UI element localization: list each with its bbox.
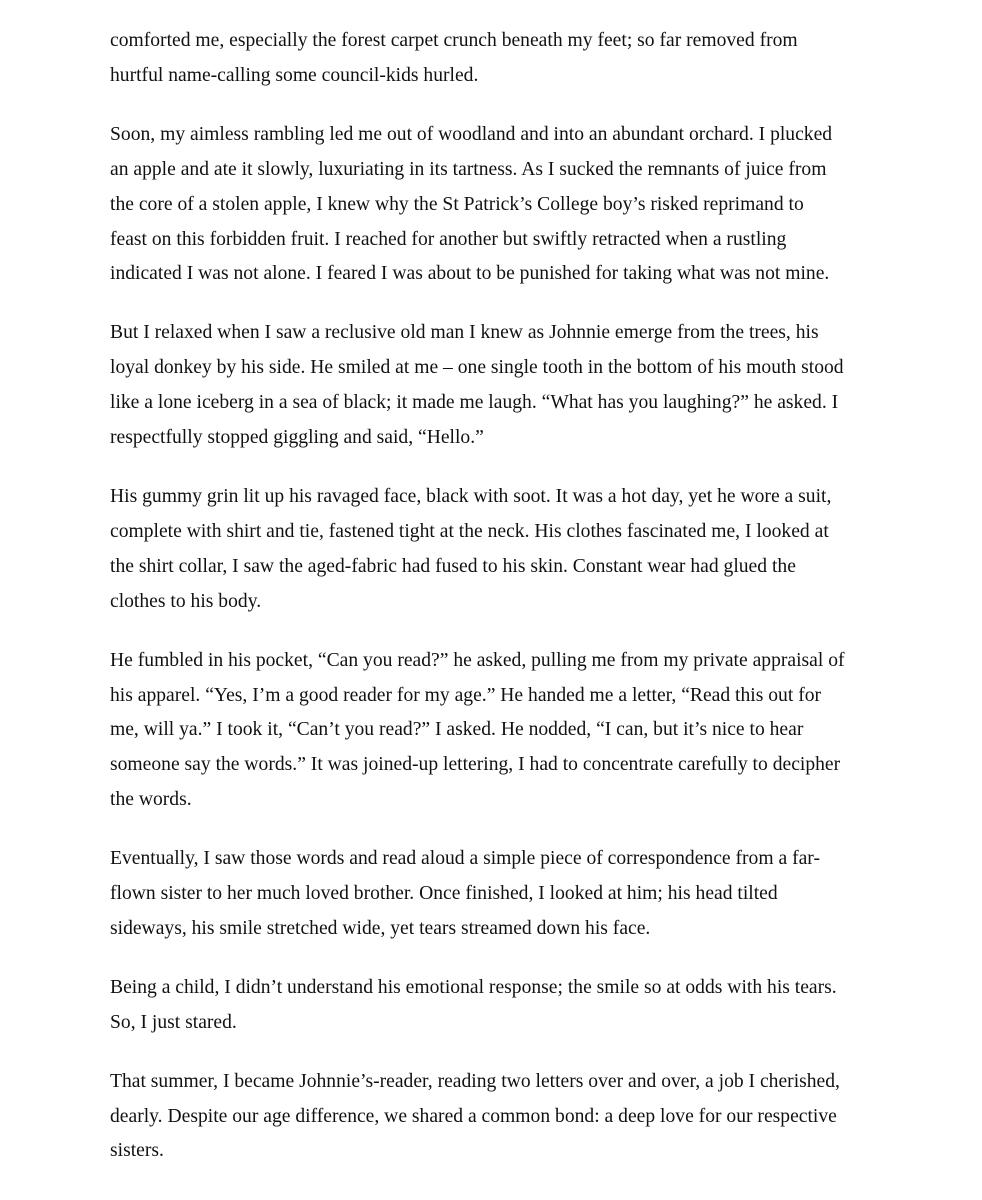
- text-line: his apparel. “Yes, I’m a good reader for my age.” He handed me a letter, “Read this out for: [110, 684, 822, 706]
- text-line: the core of a stolen apple, I knew why the St Patrick’s College boy’s risked reprimand to: [110, 193, 804, 215]
- document-page: [110, 24, 878, 1193]
- text-line: complete with shirt and tie, fastened tight at the neck. His clothes fascinated me, I looked at: [110, 520, 829, 542]
- text-line: respectfully stopped giggling and said, “Hello.”: [110, 427, 484, 449]
- text-line: the shirt collar, I saw the aged-fabric had fused to his skin. Constant wear had glued the: [110, 555, 796, 577]
- text-line: That summer, I became Johnnie’s-reader, reading two letters over and over, a job I cherished,: [110, 1070, 840, 1092]
- text-line: sisters.: [110, 1140, 164, 1162]
- text-line: indicated I was not alone. I feared I was about to be punished for taking what was not mine.: [110, 263, 830, 285]
- text-line: the words.: [110, 789, 192, 811]
- text-line: flown sister to her much loved brother. Once finished, I looked at him; his head tilted: [110, 883, 778, 905]
- text-line: He fumbled in his pocket, “Can you read?” he asked, pulling me from my private appraisal of: [110, 649, 845, 671]
- text-line: Eventually, I saw those words and read aloud a simple piece of correspondence from a far-: [110, 848, 820, 870]
- text-line: comforted me, especially the forest carpet crunch beneath my feet; so far removed from: [110, 30, 798, 51]
- text-line: an apple and ate it slowly, luxuriating in its tartness. As I sucked the remnants of juice from: [110, 158, 827, 180]
- text-line: hurtful name-calling some council-kids hurled.: [110, 64, 479, 86]
- text-line: His gummy grin lit up his ravaged face, black with soot. It was a hot day, yet he wore a suit,: [110, 485, 832, 507]
- paragraph: [110, 24, 878, 94]
- text-line: So, I just stared.: [110, 1011, 237, 1033]
- paragraph: [110, 842, 878, 947]
- text-line: clothes to his body.: [110, 590, 262, 612]
- text-line: But I relaxed when I saw a reclusive old man I knew as Johnnie emerge from the trees, his: [110, 322, 819, 344]
- text-line: Soon, my aimless rambling led me out of woodland and into an abundant orchard. I plucked: [110, 123, 833, 145]
- paragraph: [110, 316, 878, 456]
- text-line: dearly. Despite our age difference, we shared a common bond: a deep love for our respective: [110, 1105, 837, 1127]
- text-line: like a lone iceberg in a sea of black; it made me laugh. “What has you laughing?” he asked. I: [110, 392, 839, 414]
- text-line: someone say the words.” It was joined-up lettering, I had to concentrate carefully to decipher: [110, 754, 841, 776]
- text-line: Being a child, I didn’t understand his emotional response; the smile so at odds with his tears.: [110, 976, 837, 998]
- paragraph: [110, 971, 878, 1041]
- text-line: feast on this forbidden fruit. I reached for another but swiftly retracted when a rustling: [110, 228, 787, 250]
- paragraph: [110, 644, 878, 819]
- paragraph: [110, 118, 878, 293]
- paragraph: [110, 480, 878, 620]
- text-line: me, will ya.” I took it, “Can’t you read?” I asked. He nodded, “I can, but it’s nice to hear: [110, 719, 804, 741]
- text-line: loyal donkey by his side. He smiled at me – one single tooth in the bottom of his mouth stood: [110, 357, 844, 379]
- paragraph: [110, 1065, 878, 1170]
- text-line: sideways, his smile stretched wide, yet tears streamed down his face.: [110, 917, 651, 939]
